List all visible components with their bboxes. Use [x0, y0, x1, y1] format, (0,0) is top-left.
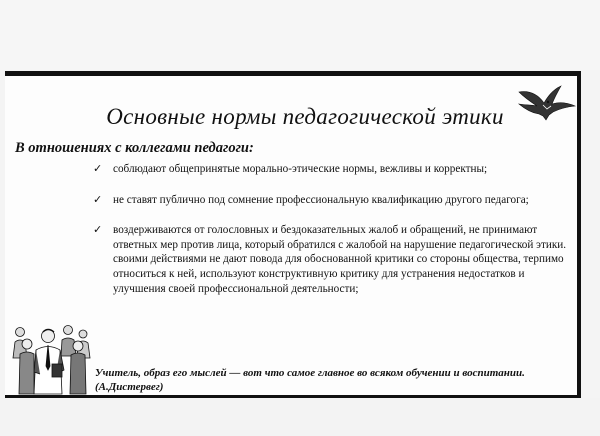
list-item-text: не ставят публично под сомнение профессиональную квалификацию другого педагога;	[113, 193, 529, 206]
list-item	[93, 223, 579, 296]
list-item	[93, 193, 579, 208]
list-item-text: воздерживаются от голословных и бездоказательных жалоб и обращений, не принимают ответных мер против лица, который обратился с жалобой на нарушение педагогической этики. своими действиями не дают повода для обоснованной критики со стороны общества, терпимо относиться к ней, используют конструктивную критику для устранения недостатков и улучшения своей профессиональной деятельности;	[113, 224, 567, 295]
checkmark-icon: ✓	[93, 192, 103, 206]
checkmark-icon: ✓	[93, 162, 103, 175]
page-margin-top	[0, 0, 600, 70]
quote	[95, 366, 575, 394]
norms-list	[93, 162, 579, 296]
checkmark-icon: ✓	[93, 223, 103, 237]
slide-title: Основные нормы педагогической этики	[106, 104, 504, 129]
slide-subtitle: В отношениях с коллегами педагоги:	[15, 140, 254, 156]
quote-author: (А.Дистервег)	[95, 381, 164, 393]
list-item-text: соблюдают общепринятые морально-этические нормы, вежливы и корректны;	[113, 163, 488, 175]
people-illustration-icon	[8, 314, 98, 398]
page-margin-bottom	[0, 398, 600, 436]
quote-text: Учитель, образ его мыслей — вот что самое главное во всяком обучении и воспитании.	[95, 367, 525, 379]
eagle-icon	[517, 82, 577, 124]
slide	[5, 71, 581, 398]
list-item	[93, 162, 579, 177]
